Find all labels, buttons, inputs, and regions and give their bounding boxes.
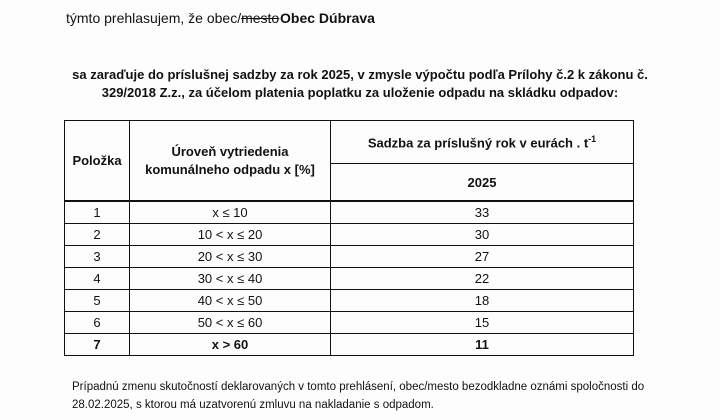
row-item: 3 [65,246,130,268]
row-range: 30 < x ≤ 40 [130,268,331,290]
rates-table [64,120,634,356]
table-row [65,246,634,268]
table-row [65,201,634,224]
row-rate: 27 [331,246,634,268]
header-rate [331,121,634,164]
row-range: 20 < x ≤ 30 [130,246,331,268]
row-rate: 18 [331,290,634,312]
row-item: 7 [65,334,130,356]
row-item: 4 [65,268,130,290]
row-rate: 22 [331,268,634,290]
header-year: 2025 [331,164,634,202]
row-item: 6 [65,312,130,334]
intro-paragraph: sa zaraďuje do príslušnej sadzby za rok 2025, v zmysle výpočtu podľa Prílohy č.2 k zákonu č. 329/2018 Z.z., za účelom platenia poplatku za uloženie odpadu na skládku odpadov: [72,67,648,100]
row-item: 5 [65,290,130,312]
footer-paragraph: Prípadnú zmenu skutočností deklarovaných v tomto prehlásení, obec/mesto bezodkladne oznámi spoločnosti do 28.02.2025, s ktorou má uzatvorenú zmluvu na nakladanie s odpadom. [72,381,645,411]
row-range: 50 < x ≤ 60 [130,312,331,334]
table-row [65,312,634,334]
declaration-prefix: týmto prehlasujem, že obec/ [66,10,242,26]
row-range: 10 < x ≤ 20 [130,224,331,246]
header-level: Úroveň vytriedenia komunálneho odpadu x [%] [130,121,331,202]
header-item: Položka [65,121,130,202]
row-rate: 33 [331,201,634,224]
row-rate: 15 [331,312,634,334]
table-row [65,268,634,290]
table-row [65,224,634,246]
row-item: 2 [65,224,130,246]
row-range: 40 < x ≤ 50 [130,290,331,312]
table-row [65,334,634,356]
declaration-struck-word: mesto [241,10,280,26]
row-range: x > 60 [130,334,331,356]
row-rate: 30 [331,224,634,246]
header-rate-sup: -1 [588,133,597,144]
row-range: x ≤ 10 [130,201,331,224]
header-rate-text: Sadzba za príslušný rok v eurách . t [367,135,589,151]
municipality-name: Obec Dúbrava [280,10,375,26]
row-rate: 11 [331,334,634,356]
table-row [65,290,634,312]
declaration-line [66,10,375,26]
row-item: 1 [65,201,130,224]
